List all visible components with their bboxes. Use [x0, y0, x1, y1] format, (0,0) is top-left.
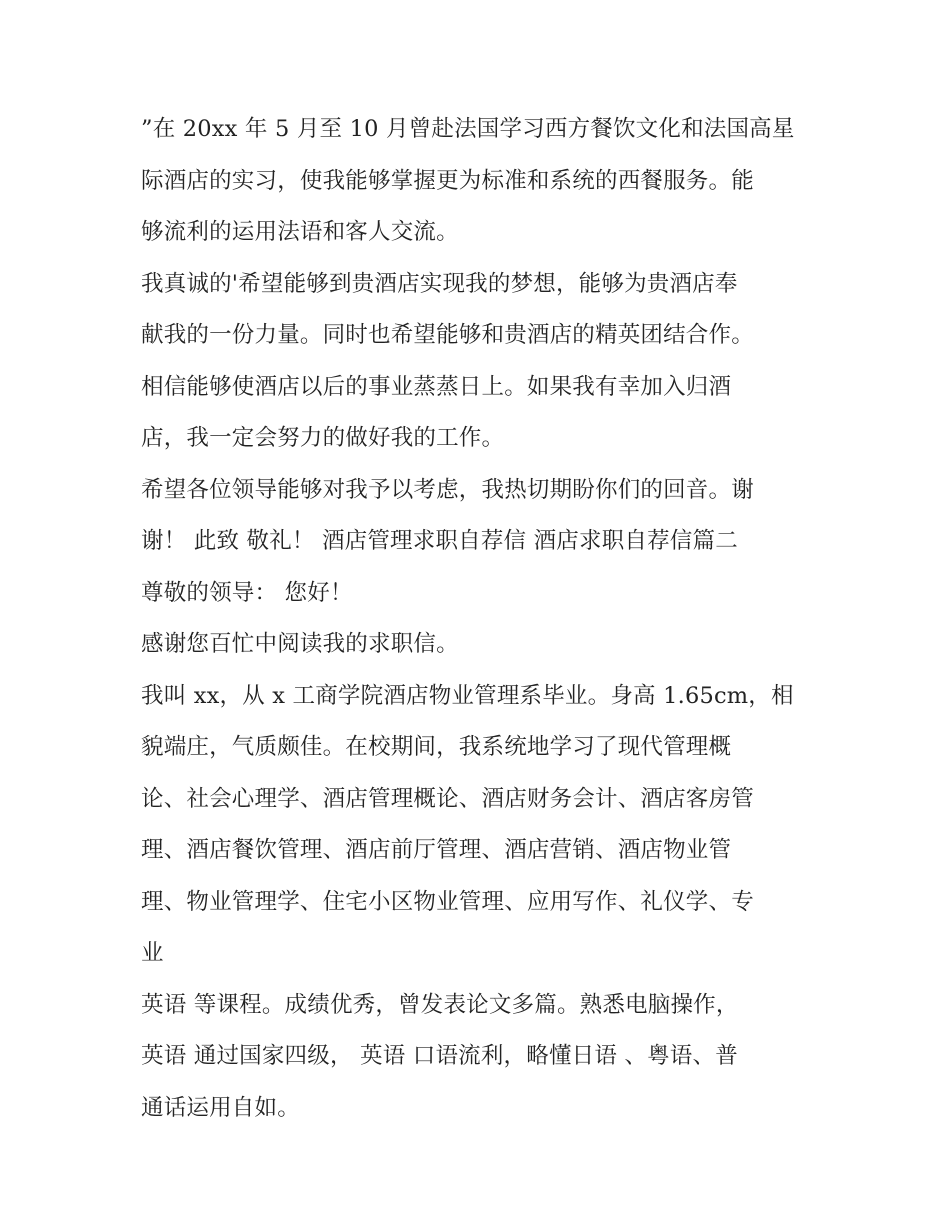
text-line-8: 希望各位领导能够对我予以考虑，我热切期盼你们的回音。谢	[141, 476, 754, 503]
text-line-13: 貌端庄，气质颇佳。在校期间，我系统地学习了现代管理概	[141, 734, 732, 760]
text-line-11: 感谢您百忙中阅读我的求职信。	[141, 631, 459, 657]
text-line-15: 理、酒店餐饮管理、酒店前厅管理、酒店营销、酒店物业管	[141, 837, 732, 863]
text-line-10: 尊敬的领导： 您好！	[141, 579, 353, 606]
text-line-19: 英语 通过国家四级， 英语 口语流利，略懂日语 、粤语、普	[141, 1043, 738, 1069]
text-line-18: 英语 等课程。成绩优秀，曾发表论文多篇。熟悉电脑操作，	[141, 991, 739, 1018]
text-line-4: 我真诚的'希望能够到贵酒店实现我的梦想，能够为贵酒店奉	[141, 270, 738, 297]
text-line-14: 论、社会心理学、酒店管理概论、酒店财务会计、酒店客房管	[141, 785, 754, 812]
text-line-2: 际酒店的实习，使我能够掌握更为标准和系统的西餐服务。能	[141, 167, 754, 194]
text-line-9: 谢！ 此致 敬礼！ 酒店管理求职自荐信 酒店求职自荐信篇二	[141, 528, 738, 554]
text-line-20: 通话运用自如。	[141, 1094, 300, 1121]
text-line-16: 理、物业管理学、住宅小区物业管理、应用写作、礼仪学、专	[141, 888, 754, 915]
text-line-7: 店，我一定会努力的做好我的工作。	[141, 425, 505, 451]
text-line-1: ”在 20xx 年 5 月至 10 月曾赴法国学习西方餐饮文化和法国高星	[141, 116, 795, 142]
text-line-12: 我叫 xx，从 x 工商学院酒店物业管理系毕业。身高 1.65cm，相	[141, 682, 794, 709]
text-line-6: 相信能够使酒店以后的事业蒸蒸日上。如果我有幸加入归酒	[141, 373, 732, 400]
text-line-3: 够流利的运用法语和客人交流。	[141, 219, 459, 245]
document-body	[141, 104, 821, 1134]
text-line-5: 献我的一份力量。同时也希望能够和贵酒店的精英团结合作。	[141, 322, 754, 348]
text-line-17: 业	[141, 940, 164, 966]
